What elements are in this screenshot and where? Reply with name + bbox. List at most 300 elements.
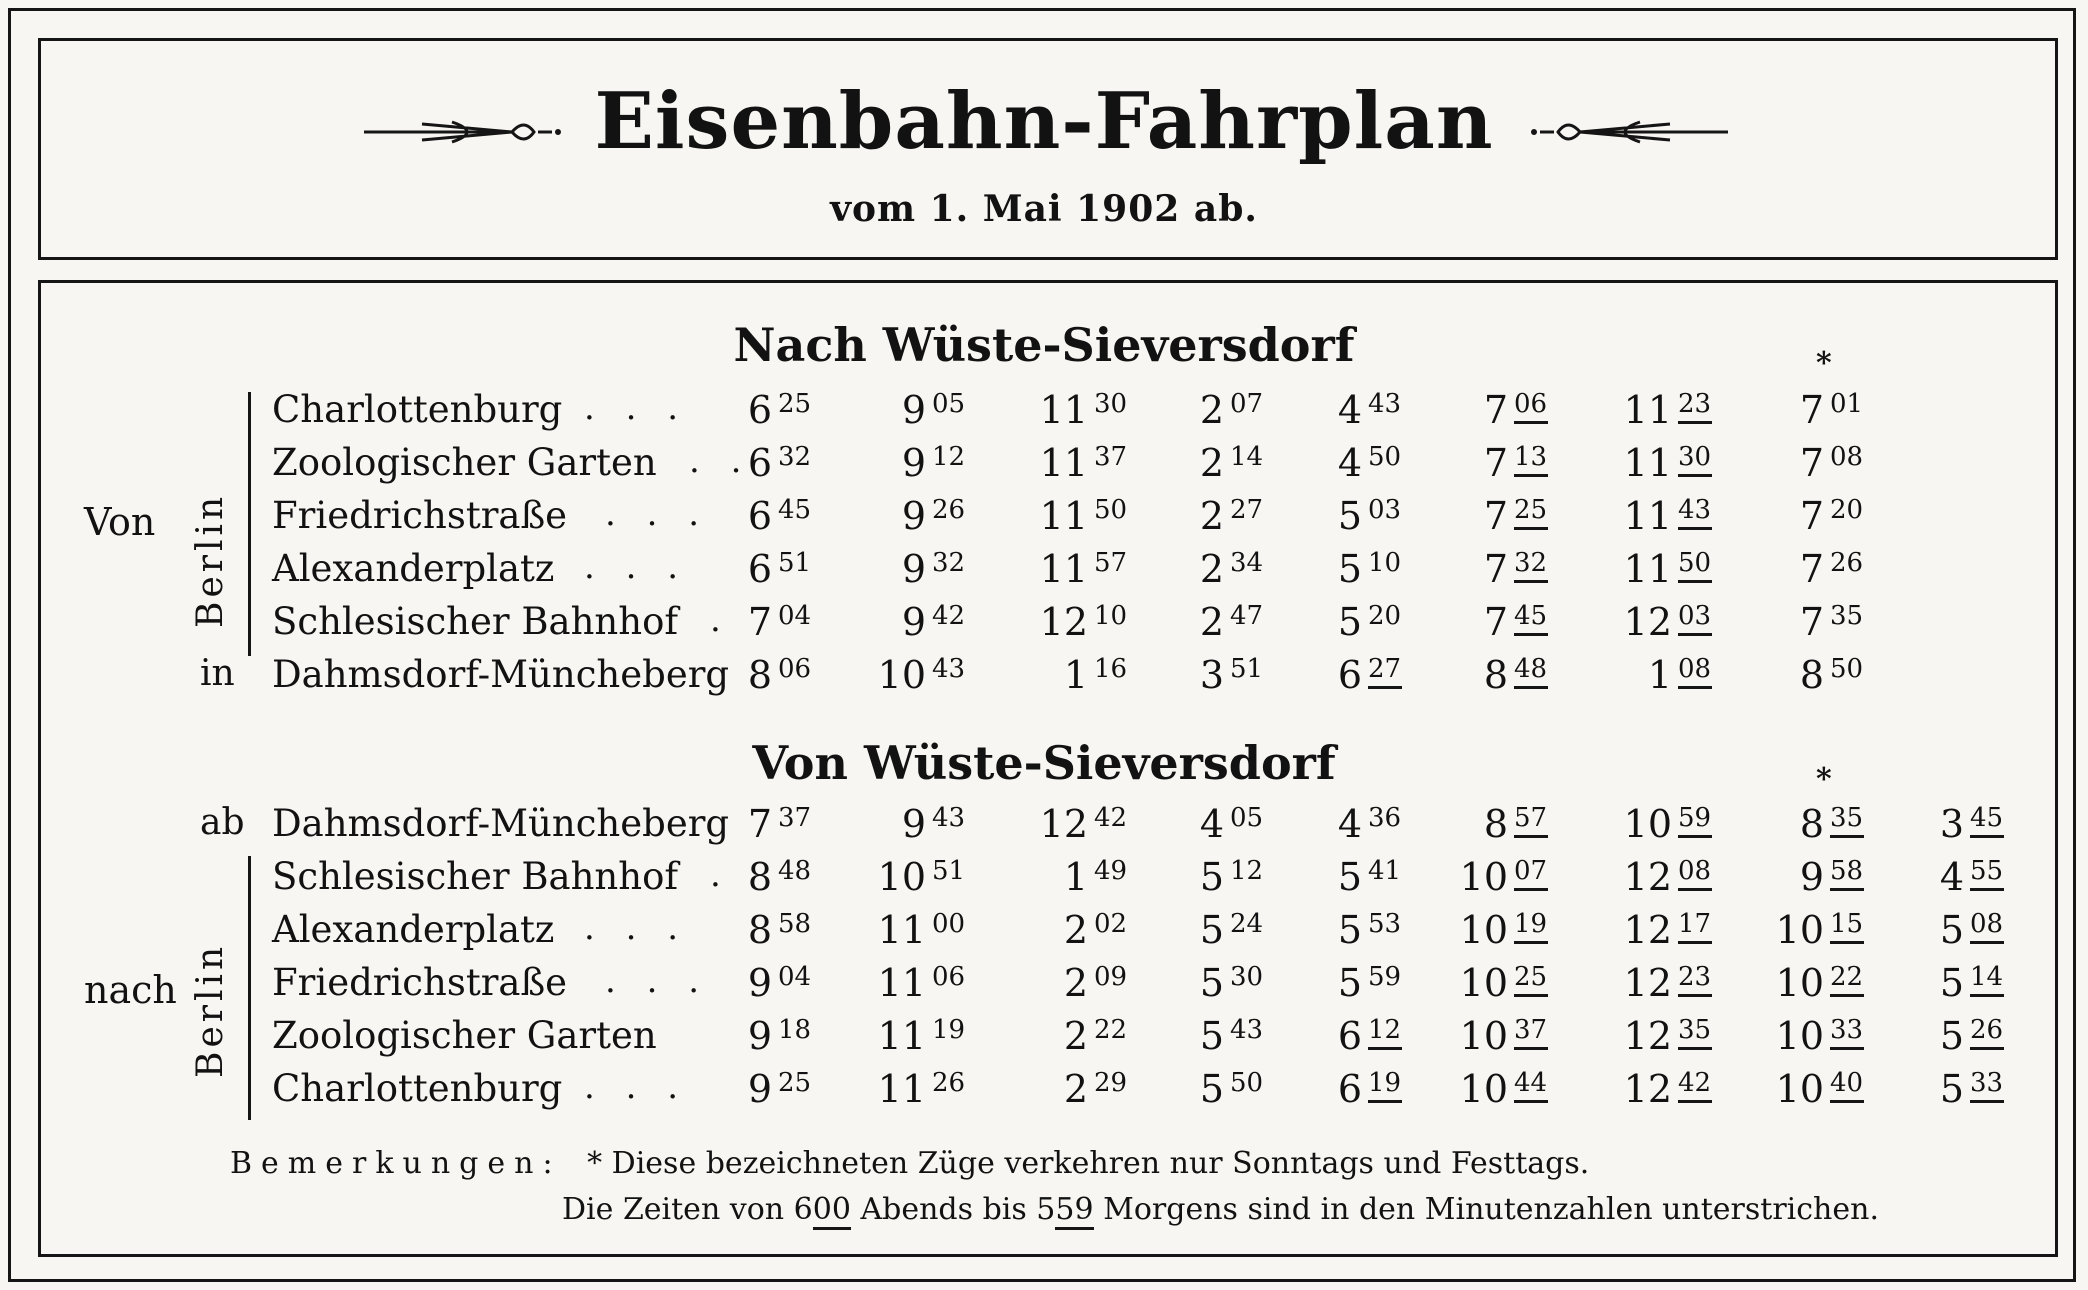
time-minute: 19 [932, 1015, 966, 1045]
leader-dots: . . . [605, 961, 710, 1001]
time-hour: 2 [1199, 547, 1224, 591]
time-minute: 26 [1970, 1015, 2004, 1050]
time-hour: 12 [1623, 1067, 1672, 1111]
station-name: Zoologischer Garten [272, 441, 657, 484]
time-minute: 14 [1230, 442, 1264, 472]
time-hour: 5 [1337, 494, 1362, 538]
time-hour: 9 [747, 1067, 772, 1111]
time-minute: 02 [1094, 909, 1128, 939]
time-minute: 26 [932, 495, 966, 525]
time-minute: 37 [778, 803, 812, 833]
time-cell [1734, 908, 1864, 952]
time-minute: 50 [1678, 548, 1712, 583]
time-cell [836, 908, 966, 952]
time-minute: 30 [1094, 389, 1128, 419]
time-hour: 8 [747, 653, 772, 697]
time-hour: 9 [901, 494, 926, 538]
time-cell [1734, 961, 1864, 1005]
time-hour: 9 [901, 802, 926, 846]
outbound-star-marker: * [1816, 346, 1832, 381]
time-cell [1272, 802, 1402, 846]
time-cell [1734, 1067, 1864, 1111]
time-minute: 45 [1514, 601, 1548, 636]
remarks-line-2 [562, 1192, 1879, 1227]
time-hour: 7 [1799, 494, 1824, 538]
time-cell [682, 653, 812, 697]
time-cell [1582, 653, 1712, 697]
time-hour: 11 [877, 1067, 926, 1111]
time-minute: 55 [1970, 856, 2004, 891]
time-cell [1418, 1014, 1548, 1058]
time-minute: 43 [932, 803, 966, 833]
time-hour: 5 [1337, 600, 1362, 644]
time-hour: 5 [1939, 1014, 1964, 1058]
time-hour: 5 [1199, 908, 1224, 952]
time-cell [1418, 547, 1548, 591]
time-cell [1134, 802, 1264, 846]
time-hour: 7 [1799, 441, 1824, 485]
time-minute: 45 [1970, 803, 2004, 838]
leader-dots: . . . [584, 547, 689, 587]
remarks-text-2e: Morgens sind in den Minutenzahlen unterstrichen. [1093, 1192, 1879, 1227]
station-name: Charlottenburg [272, 388, 563, 431]
time-cell [1272, 388, 1402, 432]
time-minute: 26 [932, 1068, 966, 1098]
time-cell [998, 1067, 1128, 1111]
time-hour: 6 [1337, 1067, 1362, 1111]
station-name: Dahmsdorf-Müncheberg [272, 653, 730, 696]
time-cell [1734, 494, 1864, 538]
time-minute: 58 [1830, 856, 1864, 891]
time-cell [1272, 441, 1402, 485]
time-hour: 10 [877, 855, 926, 899]
time-hour: 11 [1623, 494, 1672, 538]
time-minute: 49 [1094, 856, 1128, 886]
time-minute: 34 [1230, 548, 1264, 578]
time-cell [682, 388, 812, 432]
remarks-text-2d: 59 [1055, 1192, 1093, 1230]
time-cell [1582, 600, 1712, 644]
time-hour: 7 [1483, 388, 1508, 432]
station-name: Schlesischer Bahnhof [272, 600, 679, 643]
time-hour: 9 [901, 441, 926, 485]
time-cell [836, 653, 966, 697]
station-name: Friedrichstraße [272, 961, 568, 1004]
time-hour: 7 [1483, 494, 1508, 538]
time-minute: 22 [1830, 962, 1864, 997]
time-hour: 11 [1623, 547, 1672, 591]
time-hour: 8 [747, 908, 772, 952]
station-name: Alexanderplatz [272, 908, 555, 951]
time-hour: 5 [1199, 1067, 1224, 1111]
time-cell [1734, 600, 1864, 644]
time-cell [1134, 388, 1264, 432]
time-hour: 7 [747, 802, 772, 846]
time-minute: 07 [1514, 856, 1548, 891]
time-hour: 12 [1623, 855, 1672, 899]
time-hour: 3 [1199, 653, 1224, 697]
time-minute: 53 [1368, 909, 1402, 939]
time-minute: 05 [1230, 803, 1264, 833]
time-minute: 06 [932, 962, 966, 992]
time-minute: 27 [1368, 654, 1402, 689]
inbound-section-title: Von Wüste-Sieversdorf [752, 736, 1336, 790]
time-hour: 11 [1623, 441, 1672, 485]
time-minute: 08 [1678, 856, 1712, 891]
time-cell [1734, 802, 1864, 846]
time-hour: 2 [1199, 441, 1224, 485]
time-cell [1734, 1014, 1864, 1058]
time-cell [1734, 855, 1864, 899]
time-cell [998, 441, 1128, 485]
time-minute: 01 [1830, 389, 1864, 419]
time-hour: 11 [877, 961, 926, 1005]
time-minute: 23 [1678, 389, 1712, 424]
inbound-star-marker: * [1816, 762, 1832, 797]
time-cell [1582, 802, 1712, 846]
time-minute: 25 [778, 389, 812, 419]
time-cell [1874, 1014, 2004, 1058]
time-cell [836, 388, 966, 432]
time-minute: 59 [1678, 803, 1712, 838]
time-minute: 33 [1830, 1015, 1864, 1050]
time-minute: 29 [1094, 1068, 1128, 1098]
time-minute: 06 [1514, 389, 1548, 424]
station-name: Zoologischer Garten [272, 1014, 657, 1057]
time-hour: 7 [1799, 547, 1824, 591]
leader-dots: . . [689, 441, 752, 481]
time-hour: 12 [1623, 600, 1672, 644]
time-hour: 10 [1459, 961, 1508, 1005]
time-cell [682, 600, 812, 644]
table-row [0, 802, 2088, 854]
time-minute: 50 [1094, 495, 1128, 525]
time-minute: 40 [1830, 1068, 1864, 1103]
time-minute: 27 [1230, 495, 1264, 525]
time-hour: 6 [1337, 1014, 1362, 1058]
time-hour: 8 [1799, 802, 1824, 846]
remarks-text-2c: Abends bis 5 [850, 1192, 1056, 1227]
page-subtitle: vom 1. Mai 1902 ab. [830, 188, 1258, 230]
time-hour: 6 [747, 388, 772, 432]
time-cell [1734, 441, 1864, 485]
time-cell [1272, 961, 1402, 1005]
table-row [0, 1014, 2088, 1066]
time-cell [1272, 1067, 1402, 1111]
time-cell [1418, 855, 1548, 899]
time-hour: 7 [1483, 600, 1508, 644]
time-minute: 32 [932, 548, 966, 578]
time-hour: 7 [1799, 600, 1824, 644]
time-hour: 11 [1039, 494, 1088, 538]
time-hour: 11 [1039, 547, 1088, 591]
time-cell [1418, 908, 1548, 952]
time-minute: 50 [1368, 442, 1402, 472]
time-cell [1134, 908, 1264, 952]
time-hour: 5 [1939, 1067, 1964, 1111]
time-cell [682, 547, 812, 591]
time-hour: 12 [1623, 908, 1672, 952]
time-cell [998, 388, 1128, 432]
time-hour: 2 [1063, 1014, 1088, 1058]
time-cell [1272, 600, 1402, 644]
time-cell [1418, 653, 1548, 697]
time-hour: 10 [1623, 802, 1672, 846]
outbound-section-title: Nach Wüste-Sieversdorf [733, 318, 1355, 372]
time-hour: 1 [1647, 653, 1672, 697]
time-minute: 00 [932, 909, 966, 939]
row-prefix: ab [200, 802, 245, 843]
time-minute: 04 [778, 962, 812, 992]
time-minute: 51 [778, 548, 812, 578]
time-hour: 5 [1337, 961, 1362, 1005]
time-cell [836, 1067, 966, 1111]
time-hour: 9 [1799, 855, 1824, 899]
time-cell [1418, 961, 1548, 1005]
time-minute: 43 [1368, 389, 1402, 419]
row-prefix: in [200, 653, 235, 694]
time-minute: 37 [1514, 1015, 1548, 1050]
time-cell [1272, 1014, 1402, 1058]
time-hour: 8 [1799, 653, 1824, 697]
time-hour: 10 [1459, 1014, 1508, 1058]
time-hour: 11 [1623, 388, 1672, 432]
time-hour: 9 [901, 547, 926, 591]
time-hour: 5 [1199, 1014, 1224, 1058]
time-hour: 9 [901, 388, 926, 432]
station-name: Schlesischer Bahnhof [272, 855, 679, 898]
time-hour: 11 [1039, 388, 1088, 432]
time-cell [1582, 1014, 1712, 1058]
time-hour: 4 [1337, 802, 1362, 846]
time-cell [998, 908, 1128, 952]
time-cell [682, 1014, 812, 1058]
time-cell [1418, 494, 1548, 538]
time-cell [1272, 494, 1402, 538]
time-minute: 30 [1230, 962, 1264, 992]
time-minute: 58 [778, 909, 812, 939]
time-minute: 10 [1368, 548, 1402, 578]
outbound-city-label: Berlin [190, 492, 231, 628]
time-hour: 10 [877, 653, 926, 697]
time-cell [1582, 961, 1712, 1005]
time-cell [1134, 961, 1264, 1005]
time-minute: 43 [932, 654, 966, 684]
table-row [0, 1067, 2088, 1119]
time-minute: 08 [1830, 442, 1864, 472]
time-hour: 10 [1459, 1067, 1508, 1111]
remarks-text-2a: Die Zeiten von 6 [562, 1192, 813, 1227]
time-hour: 2 [1199, 494, 1224, 538]
time-minute: 10 [1094, 601, 1128, 631]
time-cell [836, 961, 966, 1005]
time-minute: 12 [1230, 856, 1264, 886]
time-minute: 22 [1094, 1015, 1128, 1045]
time-hour: 7 [1483, 441, 1508, 485]
inbound-city-label: Berlin [190, 942, 231, 1078]
remarks-text-1: * Diese bezeichneten Züge verkehren nur Sonntags und Festtags. [587, 1146, 1590, 1181]
leader-dots: . . . [605, 494, 710, 534]
time-cell [836, 441, 966, 485]
time-cell [1134, 441, 1264, 485]
table-row [0, 653, 2088, 705]
time-minute: 35 [1678, 1015, 1712, 1050]
station-name: Charlottenburg [272, 1067, 563, 1110]
table-row [0, 600, 2088, 652]
time-hour: 10 [1775, 1067, 1824, 1111]
time-minute: 18 [778, 1015, 812, 1045]
table-row [0, 388, 2088, 440]
time-cell [1272, 908, 1402, 952]
time-hour: 12 [1623, 961, 1672, 1005]
time-cell [1874, 961, 2004, 1005]
time-minute: 14 [1970, 962, 2004, 997]
time-hour: 12 [1623, 1014, 1672, 1058]
time-hour: 5 [1337, 908, 1362, 952]
leader-dots: . [710, 855, 731, 895]
time-minute: 51 [932, 856, 966, 886]
time-cell [1418, 441, 1548, 485]
time-hour: 9 [747, 961, 772, 1005]
time-hour: 2 [1063, 961, 1088, 1005]
time-minute: 06 [778, 654, 812, 684]
leader-dots: . [710, 600, 731, 640]
inbound-to-label: nach [84, 968, 177, 1012]
time-cell [1582, 908, 1712, 952]
time-cell [682, 1067, 812, 1111]
time-minute: 12 [932, 442, 966, 472]
time-minute: 44 [1514, 1068, 1548, 1103]
remarks-text-2b: 00 [813, 1192, 851, 1230]
time-hour: 5 [1199, 961, 1224, 1005]
table-row [0, 908, 2088, 960]
time-minute: 59 [1368, 962, 1402, 992]
time-minute: 09 [1094, 962, 1128, 992]
time-minute: 30 [1678, 442, 1712, 477]
time-hour: 8 [747, 855, 772, 899]
table-row [0, 494, 2088, 546]
time-minute: 47 [1230, 601, 1264, 631]
time-hour: 7 [747, 600, 772, 644]
time-hour: 4 [1337, 388, 1362, 432]
time-minute: 04 [778, 601, 812, 631]
time-cell [1418, 1067, 1548, 1111]
time-hour: 2 [1199, 388, 1224, 432]
time-hour: 5 [1337, 855, 1362, 899]
time-minute: 19 [1368, 1068, 1402, 1103]
page-title: Eisenbahn-Fahrplan [594, 76, 1494, 167]
time-minute: 48 [1514, 654, 1548, 689]
time-minute: 32 [778, 442, 812, 472]
time-minute: 25 [778, 1068, 812, 1098]
time-hour: 12 [1039, 600, 1088, 644]
table-row [0, 441, 2088, 493]
time-minute: 08 [1970, 909, 2004, 944]
time-hour: 4 [1337, 441, 1362, 485]
time-hour: 9 [747, 1014, 772, 1058]
time-minute: 32 [1514, 548, 1548, 583]
time-cell [836, 547, 966, 591]
time-hour: 2 [1199, 600, 1224, 644]
time-minute: 07 [1230, 389, 1264, 419]
time-minute: 13 [1514, 442, 1548, 477]
time-cell [1272, 547, 1402, 591]
time-cell [1134, 547, 1264, 591]
time-minute: 25 [1514, 495, 1548, 530]
time-minute: 50 [1230, 1068, 1264, 1098]
time-cell [998, 855, 1128, 899]
time-hour: 3 [1939, 802, 1964, 846]
time-cell [682, 855, 812, 899]
time-minute: 57 [1094, 548, 1128, 578]
time-minute: 42 [1678, 1068, 1712, 1103]
time-cell [1582, 388, 1712, 432]
time-cell [1134, 855, 1264, 899]
time-hour: 1 [1063, 855, 1088, 899]
time-minute: 17 [1678, 909, 1712, 944]
outbound-from-label: Von [84, 500, 156, 544]
time-cell [1134, 494, 1264, 538]
time-minute: 57 [1514, 803, 1548, 838]
time-hour: 2 [1063, 1067, 1088, 1111]
time-hour: 4 [1939, 855, 1964, 899]
time-hour: 11 [1039, 441, 1088, 485]
time-hour: 10 [1775, 1014, 1824, 1058]
time-hour: 5 [1939, 908, 1964, 952]
time-minute: 12 [1368, 1015, 1402, 1050]
time-cell [1874, 1067, 2004, 1111]
time-hour: 5 [1337, 547, 1362, 591]
time-minute: 26 [1830, 548, 1864, 578]
time-hour: 7 [1799, 388, 1824, 432]
remarks-label: Bemerkungen: [230, 1146, 562, 1181]
time-minute: 50 [1830, 654, 1864, 684]
time-cell [836, 802, 966, 846]
time-cell [1734, 547, 1864, 591]
time-minute: 25 [1514, 962, 1548, 997]
time-cell [1134, 600, 1264, 644]
time-minute: 35 [1830, 803, 1864, 838]
time-minute: 20 [1368, 601, 1402, 631]
time-minute: 05 [932, 389, 966, 419]
time-minute: 43 [1678, 495, 1712, 530]
time-minute: 51 [1230, 654, 1264, 684]
time-minute: 48 [778, 856, 812, 886]
time-cell [1418, 600, 1548, 644]
time-hour: 1 [1063, 653, 1088, 697]
station-name: Dahmsdorf-Müncheberg [272, 802, 730, 845]
time-cell [682, 441, 812, 485]
time-minute: 16 [1094, 654, 1128, 684]
time-minute: 42 [1094, 803, 1128, 833]
leader-dots: . . . [584, 908, 689, 948]
time-hour: 10 [1459, 855, 1508, 899]
time-hour: 12 [1039, 802, 1088, 846]
station-name: Friedrichstraße [272, 494, 568, 537]
time-hour: 6 [1337, 653, 1362, 697]
time-hour: 8 [1483, 653, 1508, 697]
time-hour: 9 [901, 600, 926, 644]
time-minute: 19 [1514, 909, 1548, 944]
time-minute: 03 [1678, 601, 1712, 636]
time-hour: 8 [1483, 802, 1508, 846]
time-minute: 41 [1368, 856, 1402, 886]
time-hour: 11 [877, 908, 926, 952]
time-minute: 03 [1368, 495, 1402, 525]
time-cell [1734, 653, 1864, 697]
time-cell [1134, 653, 1264, 697]
time-hour: 4 [1199, 802, 1224, 846]
